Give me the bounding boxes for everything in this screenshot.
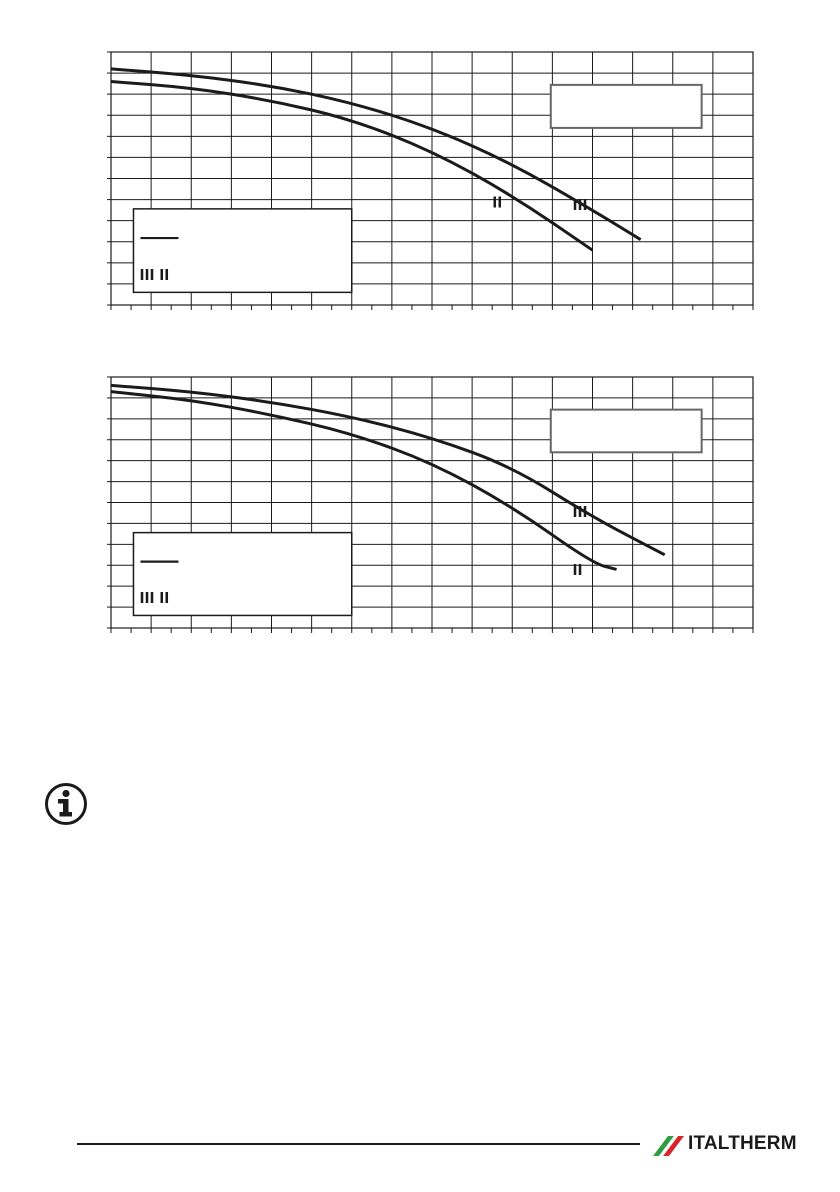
legend-label: III II — [139, 265, 170, 284]
series-label-ii: II — [492, 193, 503, 212]
pump-curve-chart-1 — [0, 0, 840, 330]
info-icon — [42, 780, 90, 828]
info-box — [551, 410, 702, 453]
info-box — [551, 85, 702, 128]
series-label-iii: III — [572, 196, 588, 215]
pump-curve-chart-2 — [0, 330, 840, 660]
legend-label: III II — [139, 589, 170, 608]
logo-text: ITALTHERM — [688, 1133, 797, 1154]
series-label-iii: III — [572, 503, 588, 522]
series-label-ii: II — [572, 561, 583, 580]
chart-1-svg — [0, 0, 840, 330]
chart-2-svg — [0, 330, 840, 660]
italtherm-logo — [650, 1126, 800, 1162]
italtherm-flag-icon — [650, 1126, 688, 1162]
footer-divider — [77, 1143, 640, 1145]
